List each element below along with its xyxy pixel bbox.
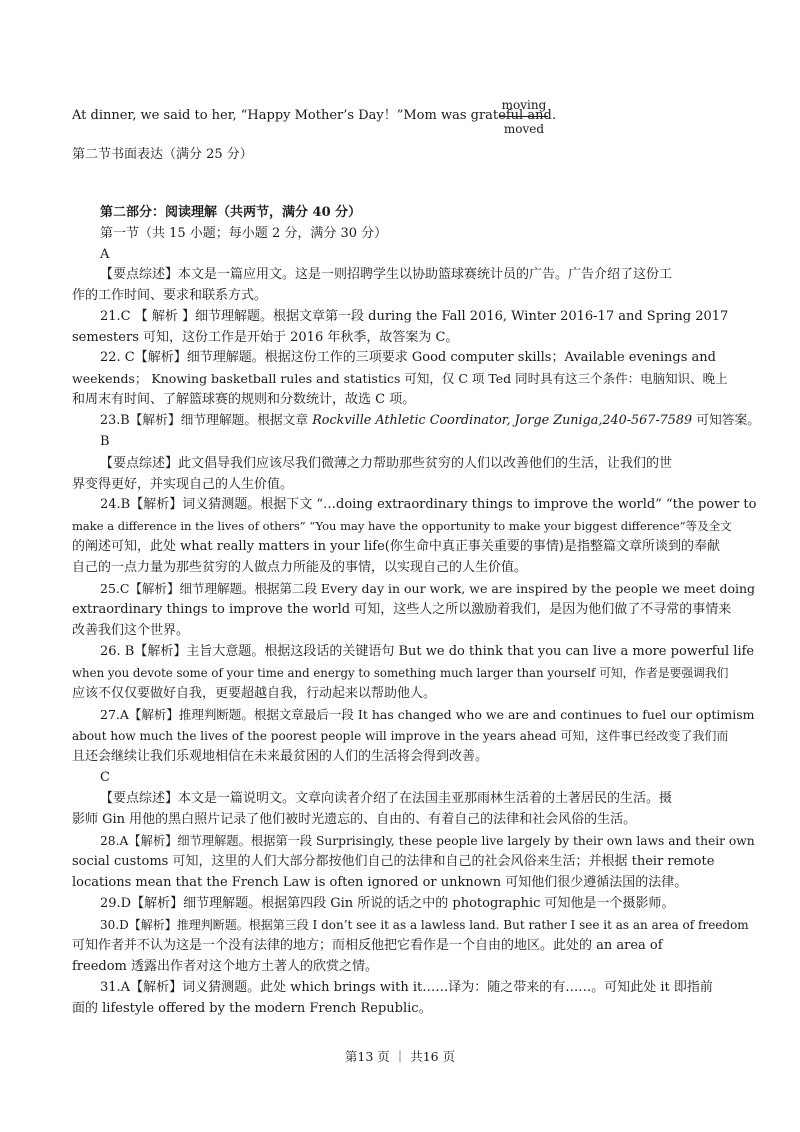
top-line: At dinner, we said to her, “Happy Mother’s Day！”Mom was grateful and [72, 108, 552, 123]
q22-line3: 和周末有时间、了解篮球赛的规则和分数统计，故选 C 项。 [72, 392, 416, 407]
q27-line2: about how much the lives of the poorest people will improve in the years ahead 可知，这件事已经改变了我们而 [72, 729, 729, 743]
summary-a-line1: 【要点综述】本文是一篇应用文。这是一则招聘学生以协助篮球赛统计员的广告。广告介绍了这份工 [100, 267, 673, 282]
q26-line1: 26. B【解析】主旨大意题。根据这段话的关键语句 But we do think that you can live a more powerful life [100, 644, 755, 659]
q23-line1: 23.B【解析】细节理解题。根据文章 Rockville Athletic Coordinator, Jorge Zuniga,240-567-7589 可知答案。 [100, 413, 760, 428]
q25-line3: 改善我们这个世界。 [72, 623, 190, 638]
page-footer: 第13 页 ｜ 共16 页 [344, 1049, 456, 1064]
q22-line2: weekends； Knowing basketball rules and statistics 可知，仅 C 项 Ted 同时具有这三个条件：电脑知识、晚上 [72, 371, 728, 386]
q24-line3: 的阐述可知，此处 what really matters in your life(你生命中真正事关重要的事情)是指整篇文章所谈到的奉献 [72, 539, 720, 554]
q29-line1: 29.D【解析】细节理解题。根据第四段 Gin 所说的话之中的 photographic 可知他是一个摄影师。 [100, 896, 675, 911]
fraction-denominator: moved [503, 122, 545, 136]
part2-subtitle: 第一节（共 15 小题；每小题 2 分，满分 30 分） [100, 226, 388, 241]
section2-writing-heading: 第二节书面表达（满分 25 分） [72, 147, 253, 162]
q27-line1: 27.A【解析】推理判断题。根据文章最后一段 It has changed who we are and continues to fuel our optimism [100, 707, 755, 722]
fraction-numerator: moving [500, 98, 548, 117]
q30-line3: freedom 透露出作者对这个地方土著人的欣赏之情。 [72, 959, 379, 974]
passage-label-c: C [100, 770, 110, 785]
q24-line2: make a difference in the lives of others” “You may have the opportunity to make your biggest difference”等及全文 [72, 519, 732, 533]
q30-line2: 可知作者并不认为这是一个没有法律的地方；而相反他把它看作是一个自由的地区。此处的 an area of [72, 938, 663, 953]
passage-label-a: A [100, 247, 110, 262]
q31-line1: 31.A【解析】词义猜测题。此处 which brings with it……译为：随之带来的有……。可知此处 it 即指前 [100, 980, 713, 995]
q21-line2: semesters 可知，这份工作是开始于 2016 年秋季，故答案为 C。 [72, 330, 459, 345]
fraction-period: . [552, 108, 557, 123]
summary-b-line2: 界变得更好，并实现自己的人生价值。 [72, 477, 294, 492]
summary-a-line2: 作的工作时间、要求和联系方式。 [72, 288, 268, 303]
summary-c-line2: 影师 Gin 用他的黑白照片记录了他们被时光遗忘的、自由的、有着自己的法律和社会风俗的生活。 [72, 812, 637, 827]
q25-line2: extraordinary things to improve the world 可知，这些人之所以激励着我们，是因为他们做了不寻常的事情来 [72, 602, 732, 617]
q24-line4: 自己的一点力量为那些贫穷的人做点力所能及的事情，以实现自己的人生价值。 [72, 560, 528, 575]
q30-line1: 30.D【解析】推理判断题。根据第三段 I don’t see it as a lawless land. But rather I see it as an area of freedom [100, 918, 749, 932]
summary-b-line1: 【要点综述】此文倡导我们应该尽我们微薄之力帮助那些贫穷的人们以改善他们的生活，让我们的世 [100, 456, 673, 471]
q28-line2: social customs 可知，这里的人们大部分都按他们自己的法律和自己的社会风俗来生活；并根据 their remote [72, 854, 715, 869]
q26-line2: when you devote some of your time and energy to something much larger than yourself 可知，作者是要强调我们 [72, 666, 729, 680]
summary-c-line1: 【要点综述】本文是一篇说明文。文章向读者介绍了在法国圭亚那雨林生活着的土著居民的生活。摄 [100, 791, 673, 806]
q24-line1: 24.B【解析】词义猜测题。根据下文 “…doing extraordinary things to improve the world” “the power to [100, 497, 757, 512]
q28-line1: 28.A【解析】细节理解题。根据第一段 Surprisingly, these people live largely by their own laws and their own [100, 834, 755, 848]
q28-line3: locations mean that the French Law is often ignored or unknown 可知他们很少遵循法国的法律。 [72, 875, 688, 890]
passage-label-b: B [100, 434, 110, 449]
q21-line1: 21.C 【 解析 】细节理解题。根据文章第一段 during the Fall 2016, Winter 2016-17 and Spring 2017 [100, 309, 729, 324]
q22-line1: 22. C【解析】细节理解题。根据这份工作的三项要求 Good computer skills；Available evenings and [100, 350, 716, 365]
blank-fraction [500, 98, 548, 137]
q25-line1: 25.C【解析】细节理解题。根据第二段 Every day in our work, we are inspired by the people we meet doing [100, 581, 756, 596]
q26-line3: 应该不仅仅要做好自我，更要超越自我，行动起来以帮助他人。 [72, 686, 437, 701]
q27-line3: 且还会继续让我们乐观地相信在未来最贫困的人们的生活将会得到改善。 [72, 749, 489, 764]
part2-title: 第二部分：阅读理解（共两节，满分 40 分） [100, 205, 362, 220]
q31-line2: 面的 lifestyle offered by the modern French Republic。 [72, 1001, 432, 1016]
